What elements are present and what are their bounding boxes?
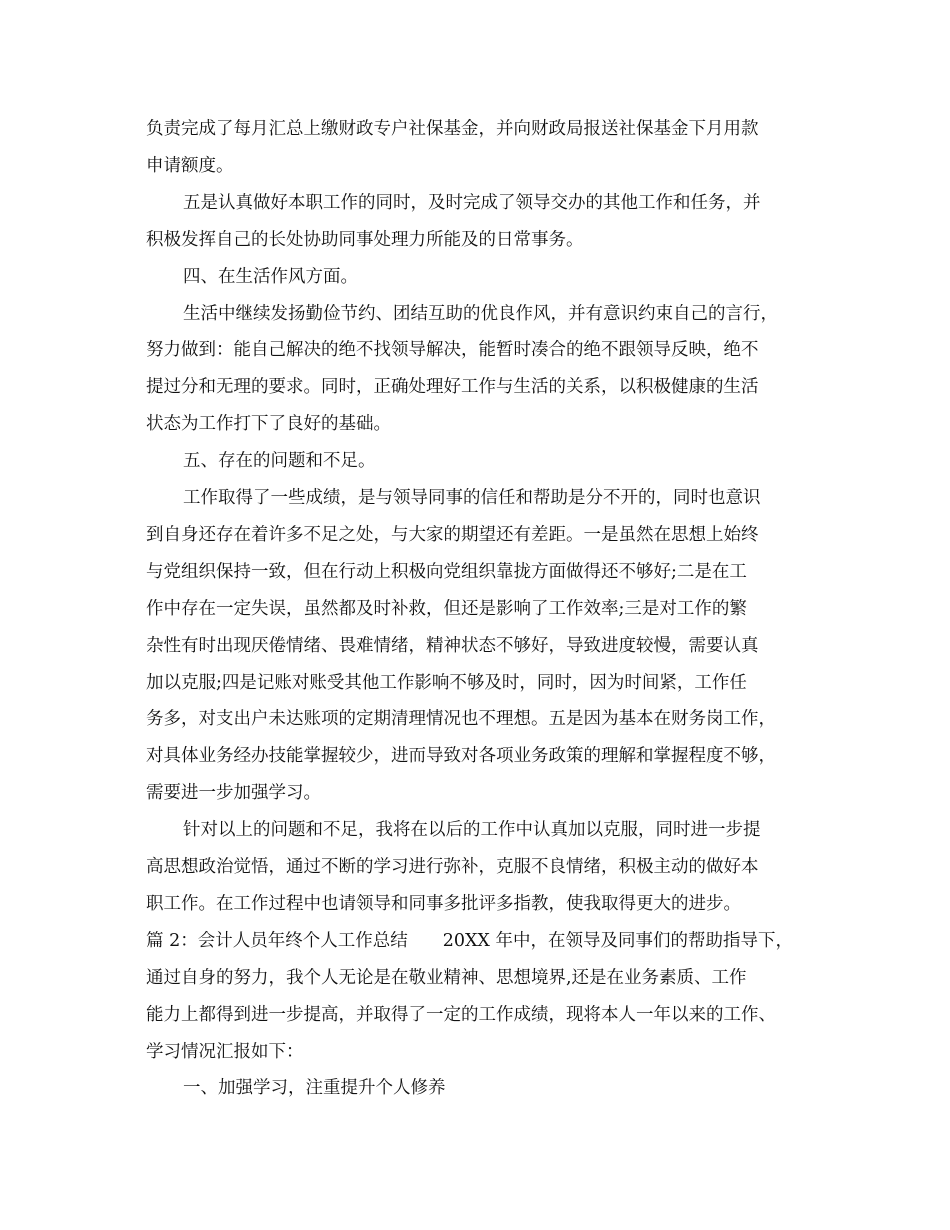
text-line: 到自身还存在着许多不足之处，与大家的期望还有差距。一是虽然在思想上始终 — [146, 525, 759, 545]
text-line: 状态为工作打下了良好的基础。 — [146, 414, 391, 434]
text-line: 工作取得了一些成绩，是与领导同事的信任和帮助是分不开的，同时也意识 — [183, 488, 761, 508]
text-line: 努力做到：能自己解决的绝不找领导解决，能暂时凑合的绝不跟领导反映，绝不 — [146, 340, 759, 360]
text-line: 负责完成了每月汇总上缴财政专户社保基金，并向财政局报送社保基金下月用款 — [146, 119, 759, 139]
text-line: 学习情况汇报如下： — [146, 1042, 304, 1062]
text-line: 申请额度。 — [146, 156, 234, 176]
text-line: 生活中继续发扬勤俭节约、团结互助的优良作风，并有意识约束自己的言行， — [183, 304, 778, 324]
section-heading: 四、在生活作风方面。 — [183, 267, 358, 287]
text-line: 加以克服;四是记账对账受其他工作影响不够及时，同时，因为时间紧，工作任 — [146, 673, 747, 693]
text-line: 作中存在一定失误，虽然都及时补救，但还是影响了工作效率;三是对工作的繁 — [146, 599, 747, 619]
article-title-line: 篇 2：会计人员年终个人工作总结 20XX 年中，在领导及同事们的帮助指导下， — [146, 931, 793, 951]
text-line: 务多，对支出户未达账项的定期清理情况也不理想。五是因为基本在财务岗工作， — [146, 709, 776, 729]
text-line: 针对以上的问题和不足，我将在以后的工作中认真加以克服，同时进一步提 — [183, 820, 761, 840]
text-line: 与党组织保持一致，但在行动上积极向党组织靠拢方面做得还不够好;二是在工 — [146, 562, 747, 582]
section-heading: 五、存在的问题和不足。 — [183, 451, 376, 471]
text-line: 五是认真做好本职工作的同时，及时完成了领导交办的其他工作和任务，并 — [183, 193, 761, 213]
text-line: 高思想政治觉悟，通过不断的学习进行弥补，克服不良情绪，积极主动的做好本 — [146, 857, 759, 877]
text-line: 通过自身的努力，我个人无论是在敬业精神、思想境界,还是在业务素质、工作 — [146, 968, 747, 988]
text-line: 需要进一步加强学习。 — [146, 783, 321, 803]
text-line: 能力上都得到进一步提高，并取得了一定的工作成绩，现将本人一年以来的工作、 — [146, 1005, 776, 1025]
text-line: 杂性有时出现厌倦情绪、畏难情绪，精神状态不够好，导致进度较慢，需要认真 — [146, 636, 759, 656]
text-line: 对具体业务经办技能掌握较少，进而导致对各项业务政策的理解和掌握程度不够， — [146, 746, 776, 766]
text-line: 积极发挥自己的长处协助同事处理力所能及的日常事务。 — [146, 230, 584, 250]
text-line: 职工作。在工作过程中也请领导和同事多批评多指教，使我取得更大的进步。 — [146, 894, 741, 914]
text-line: 提过分和无理的要求。同时，正确处理好工作与生活的关系，以积极健康的生活 — [146, 377, 759, 397]
section-heading: 一、加强学习，注重提升个人修养 — [183, 1078, 446, 1098]
